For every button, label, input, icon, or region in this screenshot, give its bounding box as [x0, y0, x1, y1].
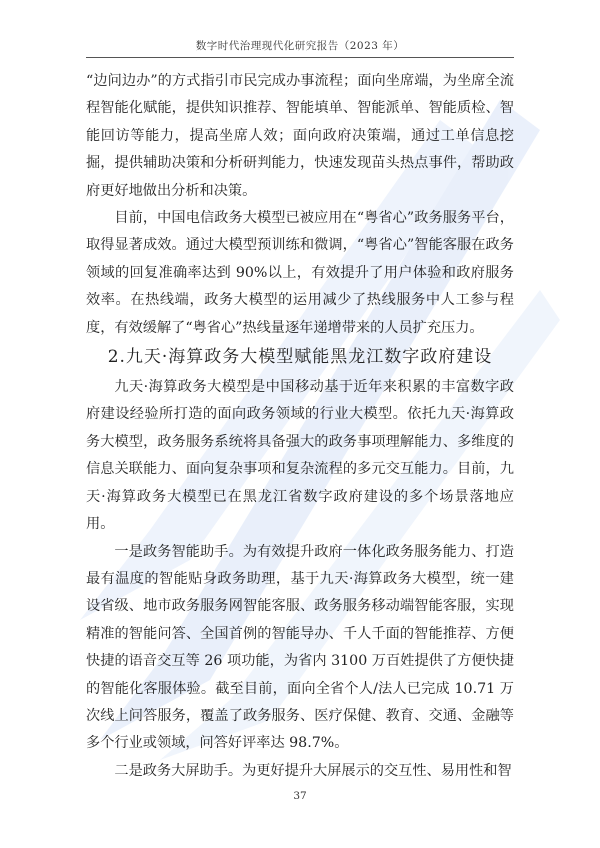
page-header: 数字时代治理现代化研究报告（2023 年） — [195, 40, 405, 52]
section-heading: 2.九天·海算政务大模型赋能黑龙江数字政府建设 — [107, 347, 493, 368]
document-body — [86, 68, 514, 785]
header-divider — [86, 57, 514, 58]
paragraph-hotline-continued: “边问边办”的方式指引市民完成办事流程；面向坐席端，为坐席全流程智能化赋能，提供知识推荐、智能填单、智能派单、智能质检、智能回访等能力，提高坐席人效；面向政府决策端，通过工单信息挖掘，提供辅助决策和分析研判能力，快速发现苗头热点事件，帮助政府更好地做出分析和决策。 — [86, 73, 514, 199]
paragraph-jiutian-intro: 九天·海算政务大模型是中国移动基于近年来积累的丰富数字政府建设经验所打造的面向政务领域的行业大模型。依托九天·海算政务大模型，政务服务系统将具备强大的政务事项理解能力、多维度的信息关联能力、面向复杂事项和复杂流程的多元交互能力。目前，九天·海算政务大模型已在黑龙江省数字政府建设的多个场景落地应用。 — [86, 379, 514, 533]
paragraph-screen-assistant: 二是政务大屏助手。为更好提升大屏展示的交互性、易用性和智 — [114, 762, 512, 779]
paragraph-smart-assistant: 一是政务智能助手。为有效提升政府一体化政务服务能力、打造最有温度的智能贴身政务助理，基于九天·海算政务大模型，统一建设省级、地市政务服务网智能客服、政务服务移动端智能客服，实现精准的智能问答、全国首例的智能导办、千人千面的智能推荐、方便快捷的语音交互等 26 项功能，为省内 3100 万百姓提供了方便快捷的智能化客服体验。截至目前，面向全省个人/法人已完成 10.71 万次线上问答服务，覆盖了政务服务、医疗保健、教育、交通、金融等多个行业或领域，问答好评率达 98.7%。 — [86, 543, 514, 752]
paragraph-yuexingxin: 目前，中国电信政务大模型已被应用在“粤省心”政务服务平台，取得显著成效。通过大模型预训练和微调，“粤省心”智能客服在政务领域的回复准确率达到 90%以上，有效提升了用户体验和政府服务效率。在热线端，政务大模型的运用减少了热线服务中人工参与程度，有效缓解了“粤省心”热线量逐年递增带来的人员扩充压力。 — [86, 210, 514, 336]
page-number: 37 — [293, 790, 307, 802]
